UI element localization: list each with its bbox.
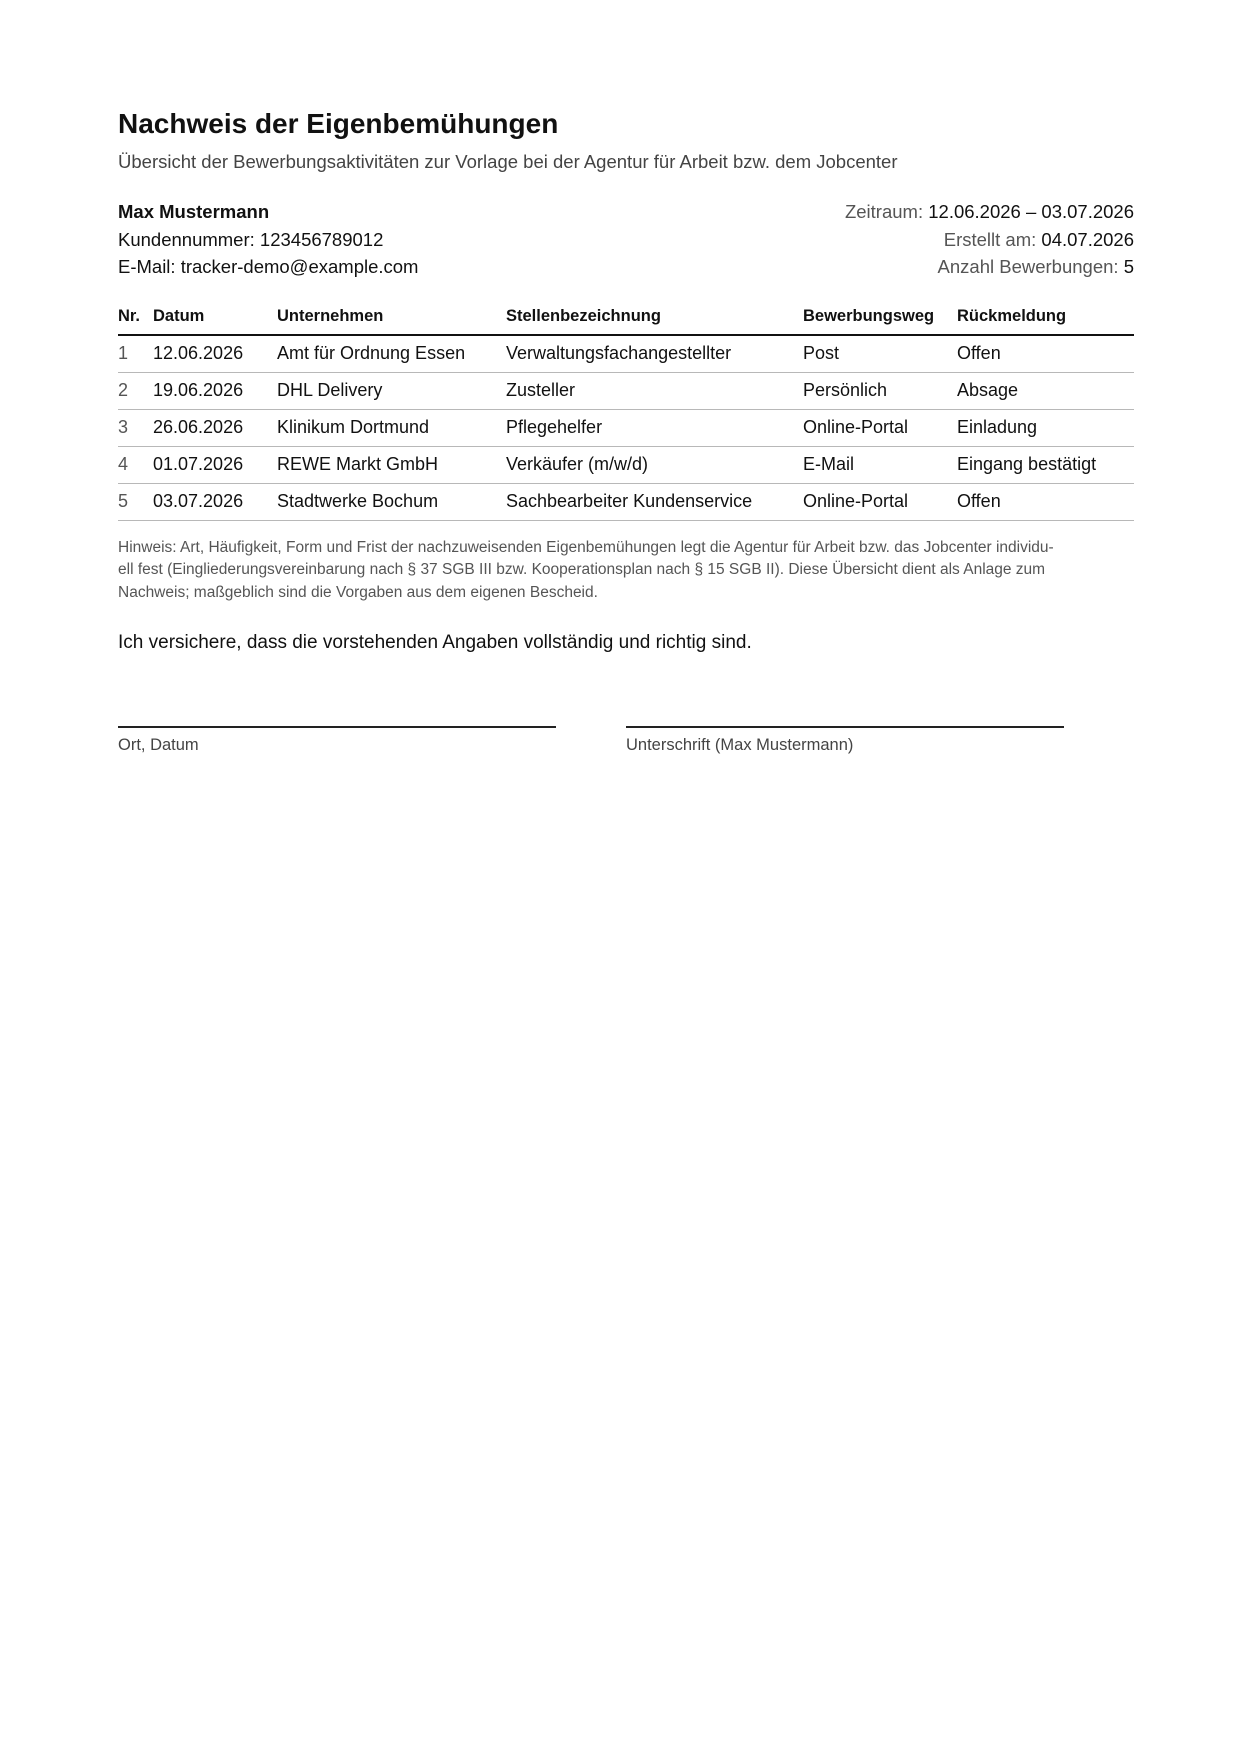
- cell-rueckmeldung: Absage: [957, 372, 1134, 409]
- cell-rueckmeldung: Offen: [957, 483, 1134, 520]
- table-row: [118, 409, 1134, 446]
- email-line: E-Mail: tracker-demo@example.com: [118, 256, 419, 277]
- table-row: [118, 335, 1134, 373]
- column-header-stellenbezeichnung: Stellenbezeichnung: [506, 307, 803, 335]
- place-date-caption: Ort, Datum: [118, 736, 199, 754]
- document-subtitle: Übersicht der Bewerbungsaktivitäten zur Vorlage bei der Agentur für Arbeit bzw. dem Jobcenter: [118, 151, 898, 172]
- legal-note-line: Hinweis: Art, Häufigkeit, Form und Frist der nachzuweisenden Eigenbemühungen legt die Agentur für Arbeit bzw. das Jobcenter individu-: [118, 538, 1054, 556]
- cell-rueckmeldung: Eingang bestätigt: [957, 446, 1134, 483]
- cell-nr: 3: [118, 409, 153, 446]
- cell-unternehmen: DHL Delivery: [277, 372, 506, 409]
- cell-bewerbungsweg: E-Mail: [803, 446, 957, 483]
- place-date-line: [118, 726, 556, 728]
- column-header-rueckmeldung: Rückmeldung: [957, 307, 1134, 335]
- signature-section: [118, 726, 1134, 766]
- table-row: [118, 446, 1134, 483]
- cell-unternehmen: Amt für Ordnung Essen: [277, 335, 506, 373]
- signature-field: [626, 726, 1064, 755]
- legal-note-line: Nachweis; maßgeblich sind die Vorgaben aus dem eigenen Bescheid.: [118, 583, 598, 601]
- person-name: Max Mustermann: [118, 201, 270, 222]
- signature-line: [626, 726, 1064, 728]
- created-label: Erstellt am:: [943, 228, 1037, 250]
- person-block: [118, 198, 418, 281]
- customer-number: Kundennummer: 123456789012: [118, 228, 384, 250]
- cell-stellenbezeichnung: Sachbearbeiter Kundenservice: [506, 483, 803, 520]
- cell-bewerbungsweg: Post: [803, 335, 957, 373]
- summary-block: [845, 198, 1134, 281]
- created-value: 04.07.2026: [1041, 228, 1134, 250]
- legal-note-line: ell fest (Eingliederungsvereinbarung nach § 37 SGB III bzw. Kooperationsplan nach § 15 SGB II). Diese Übersicht dient als Anlage zum: [118, 561, 1046, 578]
- cell-rueckmeldung: Offen: [957, 335, 1134, 373]
- cell-nr: 4: [118, 446, 153, 483]
- cell-datum: 01.07.2026: [153, 446, 277, 483]
- cell-bewerbungsweg: Online-Portal: [803, 483, 957, 520]
- document-page: [118, 104, 1134, 766]
- cell-rueckmeldung: Einladung: [957, 409, 1134, 446]
- cell-datum: 26.06.2026: [153, 409, 277, 446]
- cell-stellenbezeichnung: Pflegehelfer: [506, 409, 803, 446]
- cell-unternehmen: Stadtwerke Bochum: [277, 483, 506, 520]
- count-line: [845, 253, 1134, 281]
- column-header-datum: Datum: [153, 307, 277, 335]
- applications-table: [118, 307, 1134, 521]
- column-header-unternehmen: Unternehmen: [277, 307, 506, 335]
- signature-caption: Unterschrift (Max Mustermann): [626, 736, 854, 754]
- cell-stellenbezeichnung: Zusteller: [506, 372, 803, 409]
- column-header-bewerbungsweg: Bewerbungsweg: [803, 307, 957, 335]
- cell-bewerbungsweg: Persönlich: [803, 372, 957, 409]
- cell-datum: 03.07.2026: [153, 483, 277, 520]
- cell-nr: 2: [118, 372, 153, 409]
- place-date-field: [118, 726, 556, 755]
- legal-note: [118, 537, 1134, 605]
- table-header-row: [118, 307, 1134, 335]
- column-header-nr: Nr.: [118, 307, 153, 335]
- created-line: [845, 226, 1134, 254]
- period-label: Zeitraum:: [844, 201, 924, 222]
- count-label: Anzahl Bewerbungen:: [937, 256, 1119, 277]
- cell-nr: 1: [118, 335, 153, 373]
- table-row: [118, 483, 1134, 520]
- cell-nr: 5: [118, 483, 153, 520]
- cell-stellenbezeichnung: Verwaltungsfachangestellter: [506, 335, 803, 373]
- document-title: Nachweis der Eigenbemühungen: [118, 108, 559, 139]
- cell-bewerbungsweg: Online-Portal: [803, 409, 957, 446]
- period-value: 12.06.2026 – 03.07.2026: [928, 201, 1134, 222]
- cell-datum: 19.06.2026: [153, 372, 277, 409]
- cell-datum: 12.06.2026: [153, 335, 277, 373]
- cell-stellenbezeichnung: Verkäufer (m/w/d): [506, 446, 803, 483]
- cell-unternehmen: Klinikum Dortmund: [277, 409, 506, 446]
- period-line: [845, 198, 1134, 226]
- declaration-text: Ich versichere, dass die vorstehenden Angaben vollständig und richtig sind.: [118, 632, 752, 653]
- table-row: [118, 372, 1134, 409]
- cell-unternehmen: REWE Markt GmbH: [277, 446, 506, 483]
- meta-section: [118, 198, 1134, 281]
- count-value: 5: [1123, 256, 1134, 277]
